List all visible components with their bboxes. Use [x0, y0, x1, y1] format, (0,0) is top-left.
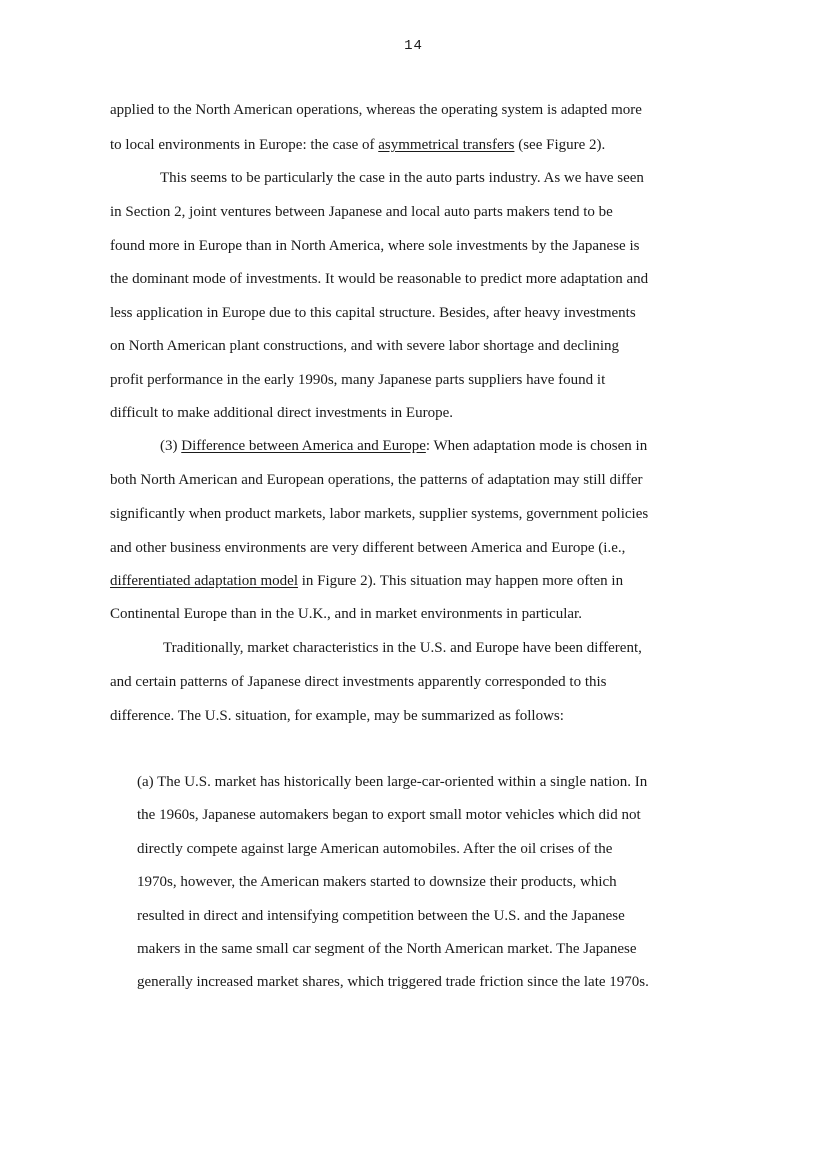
- text-line: to local environments in Europe: the case of asymmetrical transfers (see Figure 2).: [110, 137, 606, 153]
- text-line: and certain patterns of Japanese direct investments apparently corresponded to this: [110, 674, 607, 690]
- text-line: less application in Europe due to this capital structure. Besides, after heavy investments: [110, 305, 636, 321]
- text-line: found more in Europe than in North America, where sole investments by the Japanese is: [110, 238, 640, 254]
- text-line: (3) Difference between America and Europe: When adaptation mode is chosen in: [160, 438, 648, 454]
- text-line: both North American and European operations, the patterns of adaptation may still differ: [110, 472, 643, 488]
- text-line: on North American plant constructions, and with severe labor shortage and declining: [110, 338, 620, 354]
- page-number: 14: [404, 38, 423, 54]
- list-item-line: generally increased market shares, which triggered trade friction since the late 1970s.: [137, 974, 649, 990]
- list-item-line: 1970s, however, the American makers started to downsize their products, which: [137, 874, 617, 890]
- text-line: and other business environments are very different between America and Europe (i.e.,: [110, 540, 626, 556]
- text-line: differentiated adaptation model in Figure 2). This situation may happen more often in: [110, 573, 624, 589]
- text-line: difference. The U.S. situation, for example, may be summarized as follows:: [110, 708, 564, 724]
- underlined-term: differentiated adaptation model: [110, 573, 298, 589]
- text-line: profit performance in the early 1990s, many Japanese parts suppliers have found it: [110, 372, 606, 388]
- underlined-term: asymmetrical transfers: [378, 137, 515, 153]
- list-item-line: the 1960s, Japanese automakers began to export small motor vehicles which did not: [137, 807, 641, 823]
- underlined-term: Difference between America and Europe: [181, 438, 426, 454]
- text-line: Continental Europe than in the U.K., and in market environments in particular.: [110, 606, 582, 622]
- list-item-line: (a) The U.S. market has historically been large-car-oriented within a single nation. In: [137, 774, 648, 790]
- text-line: applied to the North American operations, whereas the operating system is adapted more: [110, 102, 642, 118]
- text-line: in Section 2, joint ventures between Japanese and local auto parts makers tend to be: [110, 204, 613, 220]
- list-item-line: directly compete against large American automobiles. After the oil crises of the: [137, 841, 613, 857]
- text-line: difficult to make additional direct investments in Europe.: [110, 405, 453, 421]
- text-line: significantly when product markets, labor markets, supplier systems, government policies: [110, 506, 649, 522]
- text-line: Traditionally, market characteristics in the U.S. and Europe have been different,: [163, 640, 642, 656]
- list-item-line: resulted in direct and intensifying competition between the U.S. and the Japanese: [137, 908, 625, 924]
- text-line: This seems to be particularly the case in the auto parts industry. As we have seen: [160, 170, 644, 186]
- text-line: the dominant mode of investments. It would be reasonable to predict more adaptation and: [110, 271, 649, 287]
- list-item-line: makers in the same small car segment of the North American market. The Japanese: [137, 941, 637, 957]
